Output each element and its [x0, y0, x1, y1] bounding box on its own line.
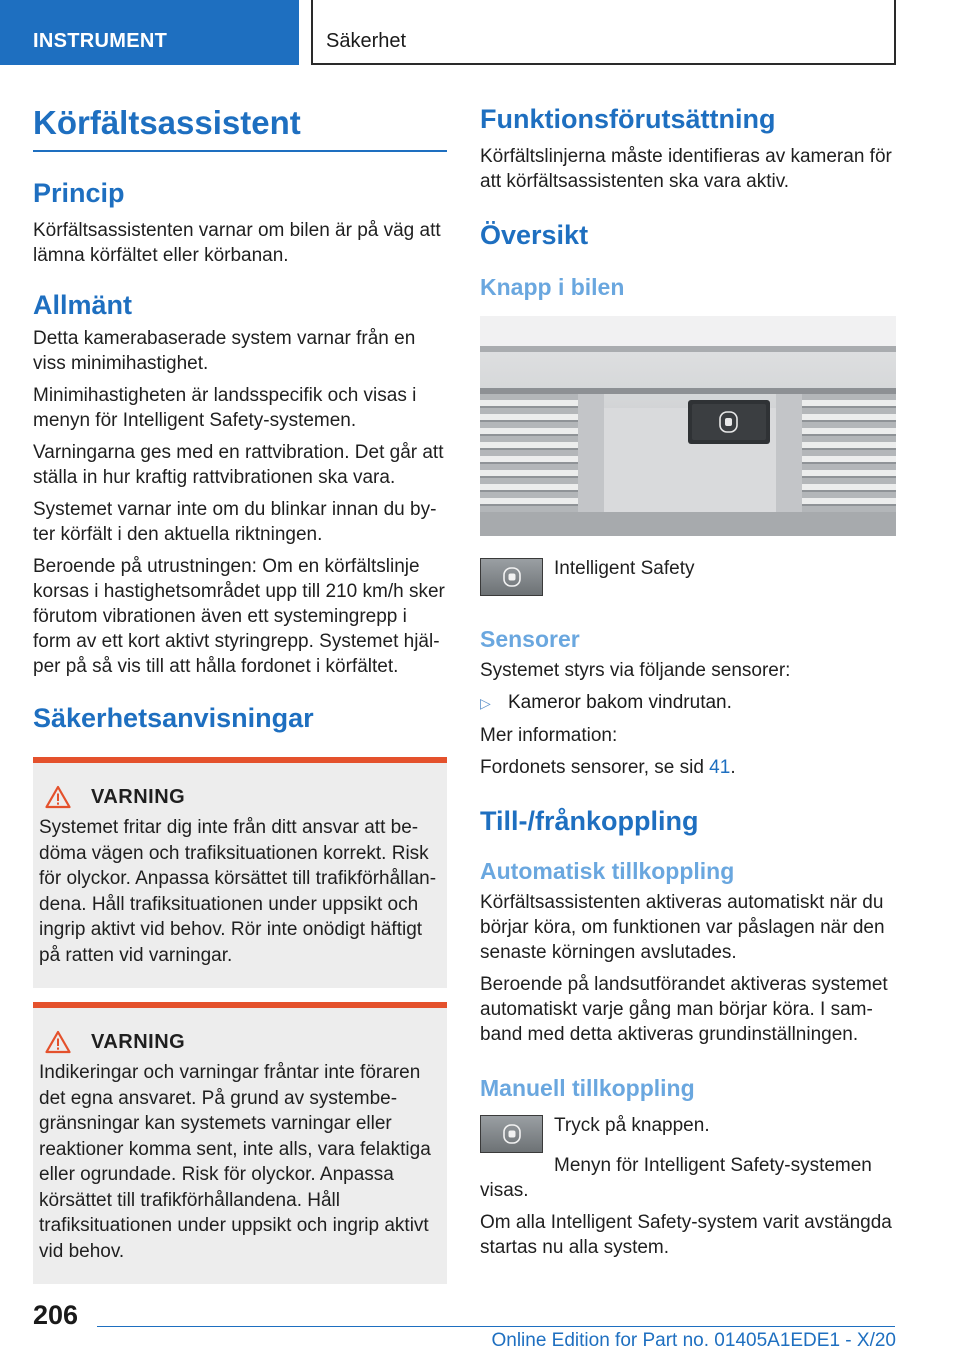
warning-label: VARNING [91, 1030, 186, 1053]
header-section-label: INSTRUMENT [33, 30, 168, 52]
warning-text: Systemet fritar dig inte från ditt ansvar att bedöma vägen och trafiksituationen korrekt. Risk för olyckor. Anpassa körsättet till trafikförhållandena. Håll trafiksituationen under uppsikt och ingrip aktivt vid behov. Rör inte onödigt häftigt på ratten vid varningar. [39, 817, 437, 966]
funktion-text: Körfältslinjerna måste identifieras av kameran för att körfältsassistenten ska vara aktiv. [480, 146, 892, 192]
allmant-paragraph: Systemet varnar inte om du blinkar innan du byter körfält i den aktuella riktningen. [33, 499, 437, 545]
sensorer-intro: Systemet styrs via följande sensorer: [480, 660, 791, 681]
auto-paragraph: Beroende på landsutförandet aktiveras systemet automatiskt varje gång man börjar köra. I samband med detta aktiveras grundinställningen. [480, 974, 888, 1045]
allmant-heading: Allmänt [33, 290, 133, 320]
header-section-tab [0, 0, 299, 65]
warning-text: Indikeringar och varningar fråntar inte föraren det egna ansvaret. På grund av systembegränsningar kan systemets varningar eller reaktioner komma sent, inte alls, vara felaktiga eller ogrundade. Risk för olyckor. Anpassa körsättet till trafikförhållandena. Håll trafiksituationen under uppsikt och ingrip aktivt vid behov. [39, 1062, 431, 1262]
warning-label: VARNING [91, 785, 186, 808]
auto-heading: Automatisk tillkoppling [480, 858, 735, 884]
sakerhet-heading: Säkerhetsanvisningar [33, 703, 314, 733]
allmant-paragraph: Beroende på utrustningen: Om en körfältslinje korsas i hastighetsområdet upp till 210 km/h sker förutom vibrationen även ett systemingrepp i form av ett kort aktivt styringrepp. Systemet hjälper på så vis till att hålla fordonet i körfältet. [33, 556, 445, 677]
manuell-text: Om alla Intelligent Safety-system varit avstängda startas nu alla system. [480, 1212, 892, 1258]
header-chapter-label: Säkerhet [326, 30, 407, 52]
sensorer-reference [480, 755, 896, 780]
bullet-triangle-icon: ▷ [480, 695, 491, 711]
header-chapter-box [311, 0, 896, 65]
warning-title [45, 1030, 439, 1054]
intelligent-safety-button-icon [480, 558, 543, 596]
warning-triangle-icon [45, 785, 71, 809]
footer-divider [97, 1326, 895, 1327]
allmant-paragraph: Detta kamerabaserade system varnar från en viss minimihastighet. [33, 328, 416, 374]
left-column [33, 100, 447, 1298]
manuell-step1: Tryck på knappen. [554, 1115, 710, 1136]
right-column [480, 100, 896, 1267]
knapp-heading: Knapp i bilen [480, 274, 625, 300]
list-item-text: Kameror bakom vindrutan. [508, 692, 732, 713]
sensorer-more: Mer information: [480, 725, 618, 746]
page-title: Körfältsassistent [33, 100, 447, 152]
oversikt-heading: Översikt [480, 220, 589, 250]
manuell-step [480, 1113, 896, 1153]
funktion-heading: Funktionsförutsättning [480, 104, 776, 134]
reference-end: . [730, 757, 736, 778]
auto-paragraph: Körfältsassistenten aktiveras automatiskt när du börjar köra, om funktionen var påslagen när den senaste körningen avslutades. [480, 892, 885, 963]
page-number: 206 [33, 1300, 79, 1330]
footer-edition: Online Edition for Part no. 01405A1EDE1 - X/20 [491, 1330, 896, 1351]
warning-triangle-icon [45, 1030, 71, 1054]
button-legend [480, 556, 896, 596]
manuell-step2: Menyn för Intelligent Safety-systemen visas. [480, 1155, 872, 1201]
button-legend-label: Intelligent Safety [554, 558, 695, 579]
warning-title [45, 785, 439, 809]
sensorer-heading: Sensorer [480, 626, 580, 652]
princip-text: Körfältsassistenten varnar om bilen är på väg att lämna körfältet eller körbanan. [33, 220, 441, 266]
page-reference-link[interactable]: 41 [709, 757, 731, 778]
list-item [480, 690, 896, 716]
princip-heading: Princip [33, 178, 125, 208]
till-heading: Till-/frånkoppling [480, 806, 699, 836]
allmant-paragraph: Minimihastigheten är landsspecifik och visas i menyn för Intelligent Safety-systemen. [33, 385, 417, 431]
dashboard-vents-image [480, 316, 896, 536]
allmant-paragraph: Varningarna ges med en rattvibration. Det går att ställa in hur kraftig rattvibrationen ska vara. [33, 442, 444, 488]
reference-text: Fordonets sensorer, se sid [480, 757, 710, 778]
car-button-photo [480, 316, 896, 536]
warning-box [33, 1002, 447, 1284]
manuell-heading: Manuell tillkoppling [480, 1075, 695, 1101]
intelligent-safety-button-icon [480, 1115, 543, 1153]
warning-box [33, 757, 447, 988]
